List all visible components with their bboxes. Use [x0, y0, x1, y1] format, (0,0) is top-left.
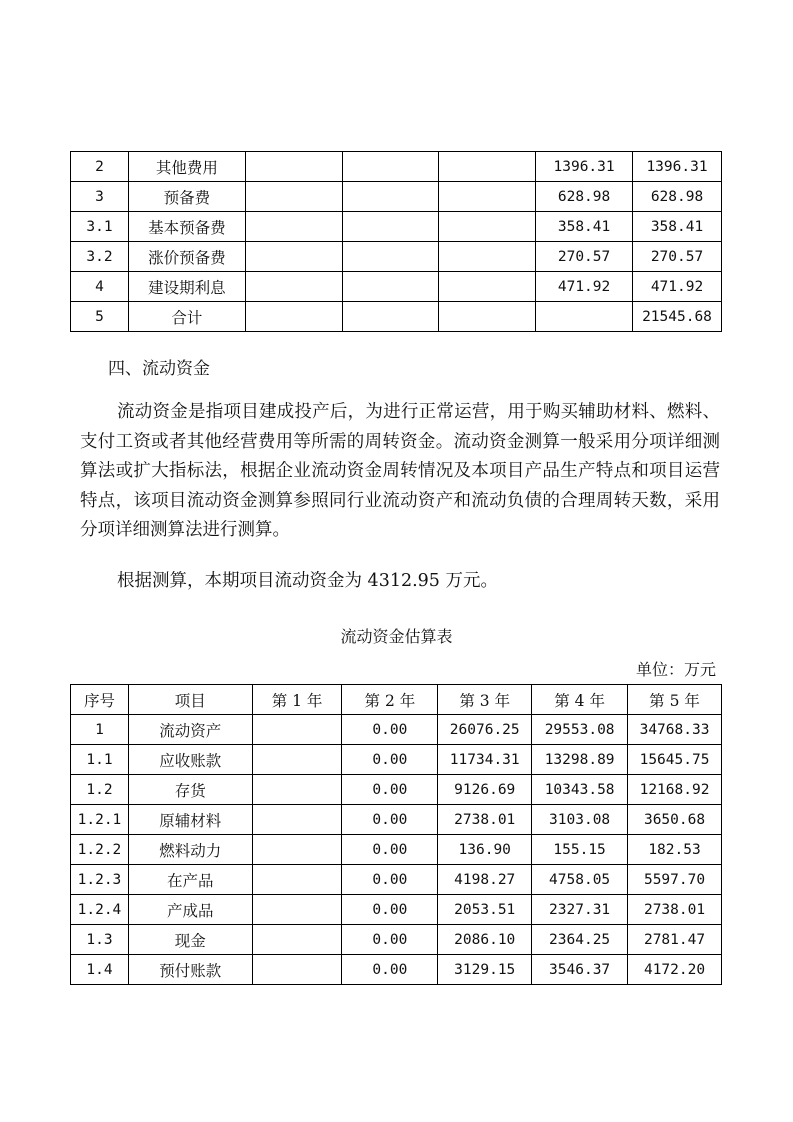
table-cell-item: 产成品 [128, 895, 252, 925]
table-cell-y3: 2738.01 [438, 805, 532, 835]
table-cell-no: 1.2.3 [71, 865, 129, 895]
table-row [71, 242, 722, 272]
table-row [71, 775, 722, 805]
table-cell-c2 [342, 152, 439, 182]
table-cell-y5: 34768.33 [628, 715, 722, 745]
table-cell-c3 [439, 302, 536, 332]
table-row [71, 302, 722, 332]
table-cell-y2: 0.00 [342, 895, 438, 925]
table-cell-no: 1.4 [71, 955, 129, 985]
table-cell-y2: 0.00 [342, 835, 438, 865]
table-cell-y2: 0.00 [342, 715, 438, 745]
table-cell-item: 预备费 [128, 182, 245, 212]
table-cell-c5: 358.41 [633, 212, 722, 242]
header-cell: 第 5 年 [628, 685, 722, 715]
table-cell-y1 [252, 865, 342, 895]
table-cell-c5: 628.98 [633, 182, 722, 212]
table-cell-y5: 182.53 [628, 835, 722, 865]
table-cell-y3: 136.90 [438, 835, 532, 865]
table-cell-item: 燃料动力 [128, 835, 252, 865]
paragraph-intro: 流动资金是指项目建成投产后，为进行正常运营，用于购买辅助材料、燃料、支付工资或者其他经营费用等所需的周转资金。流动资金测算一般采用分项详细测算法或扩大指标法，根据企业流动资金周转情况及本项目产品生产特点和项目运营特点，该项目流动资金测算参照同行业流动资产和流动负债的合理周转天数，采用分项详细测算法进行测算。 [80, 402, 720, 540]
table-cell-c1 [245, 212, 342, 242]
table-cell-c4: 358.41 [536, 212, 633, 242]
table-cell-y4: 3546.37 [532, 955, 628, 985]
table-cell-y4: 2364.25 [532, 925, 628, 955]
table-cell-y1 [252, 715, 342, 745]
table-cell-y4: 29553.08 [532, 715, 628, 745]
table-cell-c3 [439, 212, 536, 242]
table-unit: 单位：万元 [635, 660, 716, 679]
table-cell-y4: 13298.89 [532, 745, 628, 775]
table-row [71, 272, 722, 302]
table-cell-y2: 0.00 [342, 805, 438, 835]
table-cell-y5: 4172.20 [628, 955, 722, 985]
table-row [71, 955, 722, 985]
table-cell-y5: 3650.68 [628, 805, 722, 835]
header-cell: 第 1 年 [252, 685, 342, 715]
section-heading: 四、流动资金 [108, 359, 210, 379]
table-cell-item: 流动资产 [128, 715, 252, 745]
table-cell-no: 4 [71, 272, 129, 302]
table-cell-c2 [342, 182, 439, 212]
table-cell-item: 涨价预备费 [128, 242, 245, 272]
table-cell-no: 1.2.1 [71, 805, 129, 835]
table-row [71, 865, 722, 895]
table-cell-no: 5 [71, 302, 129, 332]
table-cell-y3: 11734.31 [438, 745, 532, 775]
table-cell-item: 应收账款 [128, 745, 252, 775]
table-cell-no: 1 [71, 715, 129, 745]
table-cell-y5: 2738.01 [628, 895, 722, 925]
table-cell-c4 [536, 302, 633, 332]
table-header-row [71, 685, 722, 715]
table-cell-y4: 10343.58 [532, 775, 628, 805]
table-cell-item: 原辅材料 [128, 805, 252, 835]
table-cell-item: 在产品 [128, 865, 252, 895]
table-cell-no: 2 [71, 152, 129, 182]
table-cell-c5: 270.57 [633, 242, 722, 272]
table-cell-y4: 4758.05 [532, 865, 628, 895]
table-cell-no: 1.3 [71, 925, 129, 955]
table-cell-item: 建设期利息 [128, 272, 245, 302]
table-cell-y3: 26076.25 [438, 715, 532, 745]
table-cell-y5: 5597.70 [628, 865, 722, 895]
table-cell-no: 3.1 [71, 212, 129, 242]
table-row [71, 745, 722, 775]
table-cell-y2: 0.00 [342, 925, 438, 955]
table-cell-y5: 12168.92 [628, 775, 722, 805]
table-cell-y1 [252, 775, 342, 805]
table-cell-c5: 471.92 [633, 272, 722, 302]
header-cell: 第 4 年 [532, 685, 628, 715]
table-cell-c1 [245, 242, 342, 272]
table-cell-c5: 21545.68 [633, 302, 722, 332]
table-cell-item: 合计 [128, 302, 245, 332]
table-row [71, 182, 722, 212]
table-row [71, 925, 722, 955]
table-cell-y3: 2053.51 [438, 895, 532, 925]
table-row [71, 805, 722, 835]
header-cell: 项目 [128, 685, 252, 715]
table-row [71, 715, 722, 745]
table-row [71, 152, 722, 182]
table-cell-y4: 155.15 [532, 835, 628, 865]
table-cell-y4: 3103.08 [532, 805, 628, 835]
table-cell-c3 [439, 182, 536, 212]
table-cell-no: 3.2 [71, 242, 129, 272]
table-cell-y4: 2327.31 [532, 895, 628, 925]
table-cell-c4: 1396.31 [536, 152, 633, 182]
table-cell-c2 [342, 272, 439, 302]
table-cell-c1 [245, 302, 342, 332]
table-cell-c3 [439, 152, 536, 182]
table-cell-c1 [245, 272, 342, 302]
table-cell-c4: 270.57 [536, 242, 633, 272]
table-cell-c1 [245, 152, 342, 182]
table-cell-no: 1.2 [71, 775, 129, 805]
table-caption: 流动资金估算表 [340, 627, 453, 646]
table-cell-y2: 0.00 [342, 775, 438, 805]
table-cell-y1 [252, 955, 342, 985]
working-capital-table [70, 684, 722, 985]
table-cell-y3: 4198.27 [438, 865, 532, 895]
table-cell-c3 [439, 242, 536, 272]
table-row [71, 895, 722, 925]
table-cell-y1 [252, 805, 342, 835]
table-cell-y1 [252, 745, 342, 775]
table-cell-y1 [252, 835, 342, 865]
table-cell-item: 现金 [128, 925, 252, 955]
table-cell-c5: 1396.31 [633, 152, 722, 182]
table-cell-y3: 3129.15 [438, 955, 532, 985]
table-cell-y1 [252, 925, 342, 955]
table-cell-no: 1.1 [71, 745, 129, 775]
table-cell-y3: 2086.10 [438, 925, 532, 955]
table-cell-c4: 471.92 [536, 272, 633, 302]
paragraph-result: 根据测算，本期项目流动资金为 4312.95 万元。 [117, 571, 498, 591]
table-cell-y2: 0.00 [342, 955, 438, 985]
header-cell: 第 2 年 [342, 685, 438, 715]
table-cell-c2 [342, 212, 439, 242]
table-cell-y5: 15645.75 [628, 745, 722, 775]
table-cell-no: 1.2.2 [71, 835, 129, 865]
table-cell-y1 [252, 895, 342, 925]
investment-table [70, 151, 722, 332]
table-cell-c1 [245, 182, 342, 212]
table-cell-c3 [439, 272, 536, 302]
table-cell-c2 [342, 242, 439, 272]
table-row [71, 212, 722, 242]
table-cell-item: 基本预备费 [128, 212, 245, 242]
table-cell-no: 3 [71, 182, 129, 212]
table-row [71, 835, 722, 865]
table-cell-y3: 9126.69 [438, 775, 532, 805]
table-cell-c4: 628.98 [536, 182, 633, 212]
header-cell: 序号 [71, 685, 129, 715]
table-cell-y2: 0.00 [342, 865, 438, 895]
table-cell-item: 预付账款 [128, 955, 252, 985]
table-cell-c2 [342, 302, 439, 332]
table-cell-item: 存货 [128, 775, 252, 805]
table-cell-no: 1.2.4 [71, 895, 129, 925]
table-cell-y2: 0.00 [342, 745, 438, 775]
header-cell: 第 3 年 [438, 685, 532, 715]
table-cell-item: 其他费用 [128, 152, 245, 182]
table-cell-y5: 2781.47 [628, 925, 722, 955]
